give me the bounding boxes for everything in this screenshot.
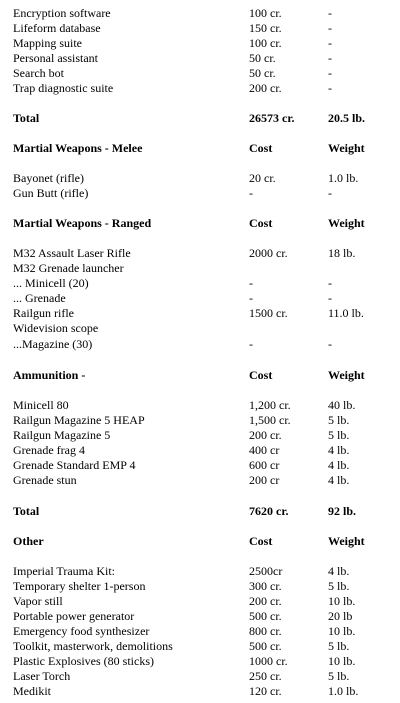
item-weight: 10 lb. — [328, 654, 356, 668]
item-name: Ammunition - — [13, 368, 86, 382]
item-row — [0, 594, 400, 609]
item-row — [0, 6, 400, 21]
item-name: Trap diagnostic suite — [13, 81, 114, 95]
item-cost: 50 cr. — [249, 51, 276, 65]
item-row — [0, 669, 400, 684]
item-row — [0, 579, 400, 594]
item-name: Mapping suite — [13, 36, 82, 50]
item-name: Widevision scope — [13, 321, 99, 335]
item-name: Martial Weapons - Ranged — [13, 216, 152, 230]
item-name: Bayonet (rifle) — [13, 171, 84, 185]
item-weight: 4 lb. — [328, 473, 350, 487]
item-cost: 600 cr — [249, 458, 280, 472]
item-name: Total — [13, 504, 40, 518]
item-weight: 5 lb. — [328, 579, 350, 593]
item-name: Emergency food synthesizer — [13, 624, 150, 638]
item-name: Plastic Explosives (80 sticks) — [13, 654, 154, 668]
item-weight: - — [328, 51, 332, 65]
item-weight: 5 lb. — [328, 413, 350, 427]
item-weight: 4 lb. — [328, 443, 350, 457]
item-name: Imperial Trauma Kit: — [13, 564, 115, 578]
item-weight: 4 lb. — [328, 458, 350, 472]
item-name: Medikit — [13, 684, 51, 698]
item-cost: 50 cr. — [249, 66, 276, 80]
item-name: Search bot — [13, 66, 64, 80]
item-name: Lifeform database — [13, 21, 101, 35]
item-weight: - — [328, 81, 332, 95]
item-row — [0, 624, 400, 639]
item-weight: 1.0 lb. — [328, 684, 359, 698]
item-cost: - — [249, 186, 253, 200]
item-weight: - — [328, 21, 332, 35]
item-cost: 100 cr. — [249, 6, 282, 20]
item-name: Laser Torch — [13, 669, 71, 683]
item-weight: 40 lb. — [328, 398, 356, 412]
item-cost: 500 cr. — [249, 609, 282, 623]
item-weight: 20.5 lb. — [328, 111, 366, 125]
item-weight: - — [328, 276, 332, 290]
item-cost: 200 cr. — [249, 428, 282, 442]
item-name: Toolkit, masterwork, demolitions — [13, 639, 173, 653]
item-name: ... Minicell (20) — [13, 276, 89, 290]
item-row — [0, 428, 400, 443]
item-cost: 1,500 cr. — [249, 413, 291, 427]
item-cost: 250 cr. — [249, 669, 282, 683]
item-weight: - — [328, 66, 332, 80]
item-weight: Weight — [328, 368, 365, 382]
item-cost: 200 cr. — [249, 81, 282, 95]
item-row — [0, 443, 400, 458]
item-weight: Weight — [328, 534, 365, 548]
item-cost: 26573 cr. — [249, 111, 295, 125]
item-cost: 200 cr — [249, 473, 280, 487]
item-cost: 1500 cr. — [249, 306, 288, 320]
item-weight: 5 lb. — [328, 428, 350, 442]
item-row — [0, 276, 400, 291]
item-row — [0, 306, 400, 321]
item-weight: 92 lb. — [328, 504, 357, 518]
item-name: Martial Weapons - Melee — [13, 141, 143, 155]
item-name: Total — [13, 111, 40, 125]
item-name: M32 Assault Laser Rifle — [13, 246, 131, 260]
item-weight: 10 lb. — [328, 594, 356, 608]
item-weight: 18 lb. — [328, 246, 356, 260]
item-cost: 150 cr. — [249, 21, 282, 35]
item-cost: Cost — [249, 534, 273, 548]
item-cost: 7620 cr. — [249, 504, 289, 518]
item-cost: 400 cr — [249, 443, 280, 457]
item-row — [0, 51, 400, 66]
item-row — [0, 291, 400, 306]
item-cost: 2000 cr. — [249, 246, 288, 260]
item-row — [0, 684, 400, 699]
item-name: ...Magazine (30) — [13, 337, 93, 351]
item-row — [0, 473, 400, 488]
item-weight: Weight — [328, 141, 365, 155]
item-cost: 1000 cr. — [249, 654, 288, 668]
section-header-row — [0, 368, 400, 383]
item-name: Portable power generator — [13, 609, 135, 623]
item-cost: 120 cr. — [249, 684, 282, 698]
item-row — [0, 564, 400, 579]
item-weight: 10 lb. — [328, 624, 356, 638]
item-row — [0, 21, 400, 36]
item-weight: 5 lb. — [328, 669, 350, 683]
item-row — [0, 66, 400, 81]
item-cost: - — [249, 337, 253, 351]
item-weight: 1.0 lb. — [328, 171, 359, 185]
item-name: Vapor still — [13, 594, 63, 608]
section-header-row — [0, 504, 400, 519]
section-header-row — [0, 141, 400, 156]
item-cost: Cost — [249, 141, 273, 155]
item-weight: - — [328, 337, 332, 351]
item-row — [0, 337, 400, 352]
item-row — [0, 398, 400, 413]
item-cost: Cost — [249, 216, 273, 230]
item-name: Railgun Magazine 5 — [13, 428, 111, 442]
item-weight: Weight — [328, 216, 365, 230]
item-row — [0, 81, 400, 96]
item-name: ... Grenade — [13, 291, 66, 305]
item-name: Railgun rifle — [13, 306, 74, 320]
item-weight: 5 lb. — [328, 639, 350, 653]
item-row — [0, 186, 400, 201]
item-name: Grenade Standard EMP 4 — [13, 458, 136, 472]
item-row — [0, 458, 400, 473]
item-weight: - — [328, 186, 332, 200]
item-cost: - — [249, 276, 253, 290]
item-cost: 100 cr. — [249, 36, 282, 50]
item-cost: 2500cr — [249, 564, 283, 578]
section-header-row — [0, 216, 400, 231]
item-cost: 200 cr. — [249, 594, 282, 608]
item-weight: - — [328, 6, 332, 20]
item-row — [0, 413, 400, 428]
item-cost: 800 cr. — [249, 624, 282, 638]
item-name: Grenade frag 4 — [13, 443, 85, 457]
item-name: Gun Butt (rifle) — [13, 186, 89, 200]
item-name: Other — [13, 534, 44, 548]
item-name: Encryption software — [13, 6, 111, 20]
item-cost: - — [249, 291, 253, 305]
item-cost: 1,200 cr. — [249, 398, 291, 412]
item-weight: 4 lb. — [328, 564, 350, 578]
item-cost: Cost — [249, 368, 273, 382]
item-name: Minicell 80 — [13, 398, 69, 412]
item-cost: 300 cr. — [249, 579, 282, 593]
item-weight: - — [328, 36, 332, 50]
item-name: Railgun Magazine 5 HEAP — [13, 413, 145, 427]
item-row — [0, 261, 400, 276]
item-row — [0, 36, 400, 51]
section-header-row — [0, 111, 400, 126]
item-weight: 20 lb — [328, 609, 353, 623]
item-weight: - — [328, 291, 332, 305]
item-name: Grenade stun — [13, 473, 77, 487]
item-row — [0, 171, 400, 186]
item-row — [0, 654, 400, 669]
item-row — [0, 639, 400, 654]
section-header-row — [0, 534, 400, 549]
item-name: M32 Grenade launcher — [13, 261, 124, 275]
item-row — [0, 246, 400, 261]
item-row — [0, 321, 400, 336]
item-cost: 20 cr. — [249, 171, 276, 185]
item-row — [0, 609, 400, 624]
item-weight: 11.0 lb. — [328, 306, 364, 320]
item-name: Temporary shelter 1-person — [13, 579, 146, 593]
item-cost: 500 cr. — [249, 639, 282, 653]
item-name: Personal assistant — [13, 51, 98, 65]
